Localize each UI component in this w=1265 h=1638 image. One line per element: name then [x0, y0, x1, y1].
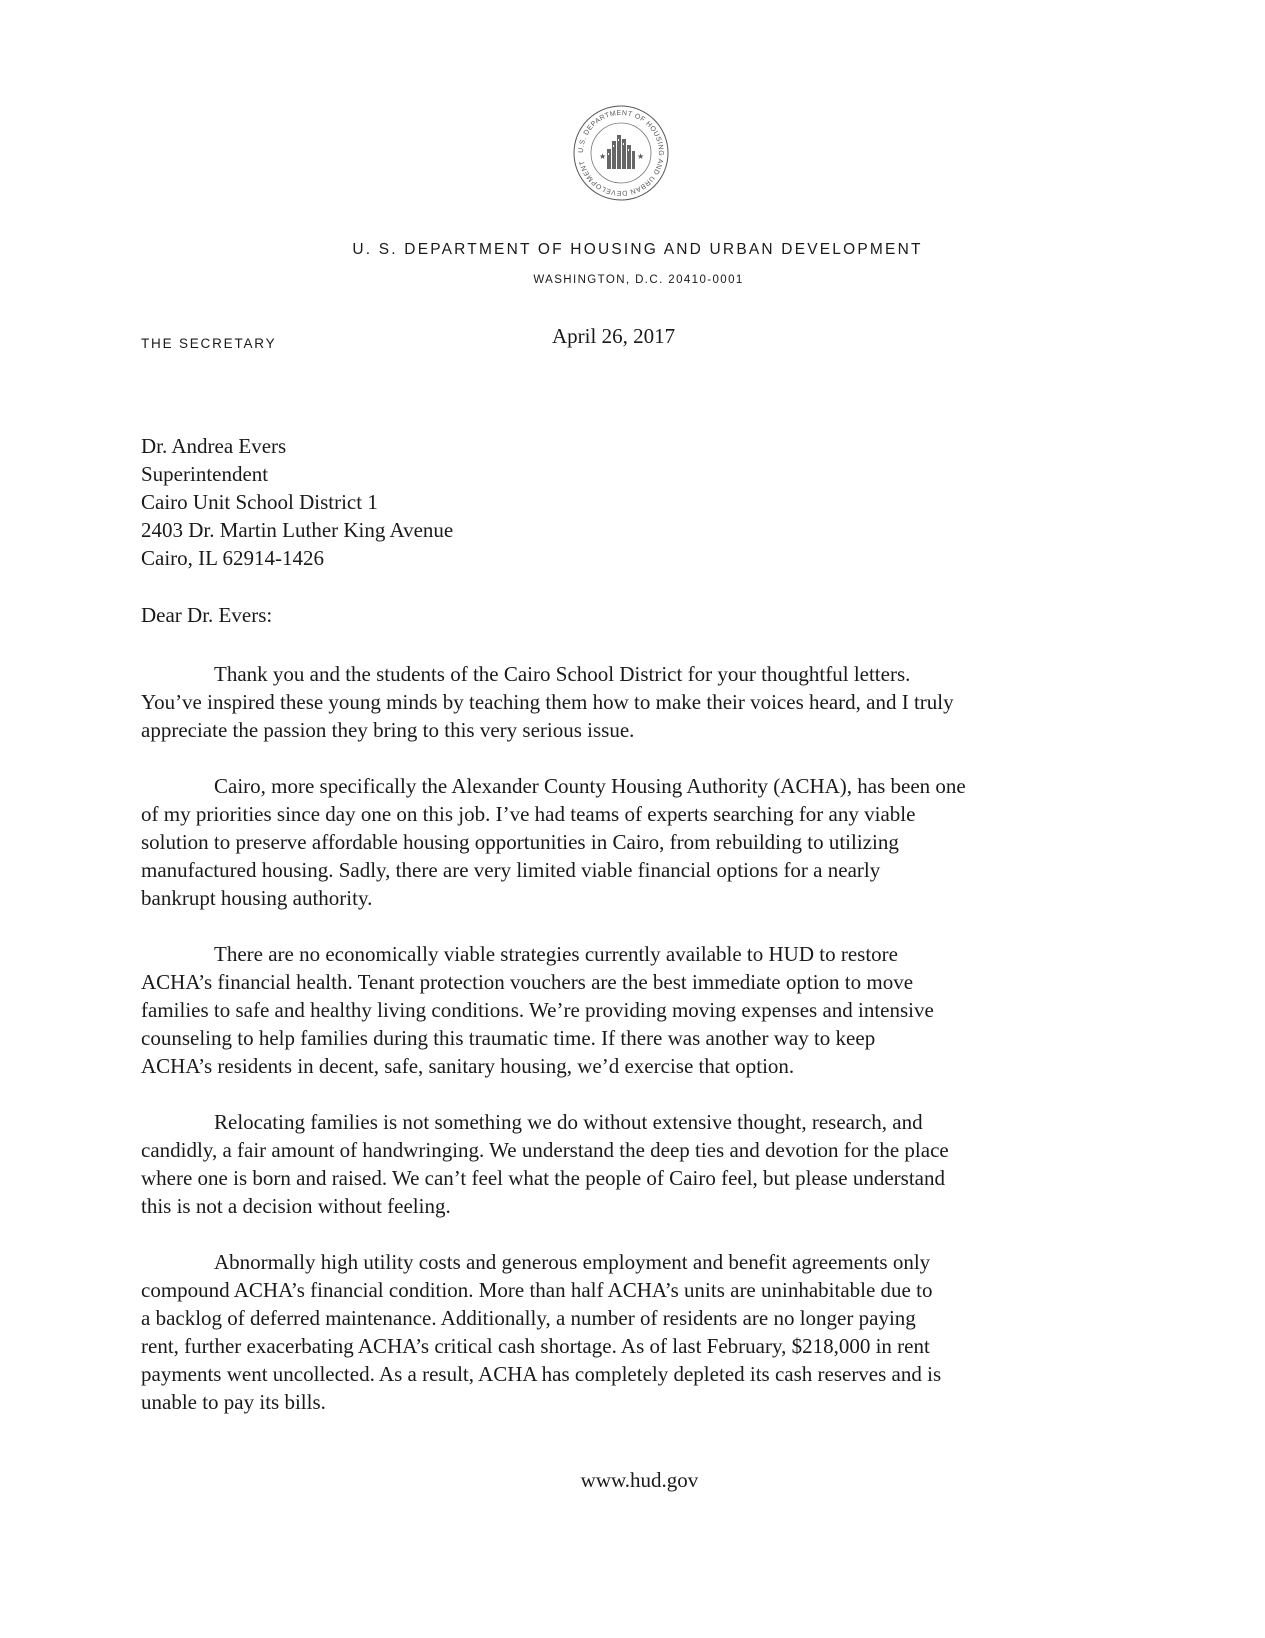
- paragraph-line: unable to pay its bills.: [141, 1390, 326, 1414]
- paragraph-line: Cairo, more specifically the Alexander County Housing Authority (ACHA), has been one: [214, 774, 966, 798]
- footer-website[interactable]: www.hud.gov: [580, 1468, 699, 1492]
- paragraph-line: ACHA’s residents in decent, safe, sanitary housing, we’d exercise that option.: [141, 1054, 795, 1078]
- recipient-name: Dr. Andrea Evers: [141, 434, 287, 458]
- paragraph-line: rent, further exacerbating ACHA’s critical cash shortage. As of last February, $218,000 in rent: [141, 1334, 930, 1358]
- paragraph-line: families to safe and healthy living conditions. We’re providing moving expenses and intensive: [141, 998, 934, 1022]
- recipient-title: Superintendent: [141, 462, 269, 486]
- paragraph-line: You’ve inspired these young minds by teaching them how to make their voices heard, and I truly: [141, 690, 954, 714]
- paragraph-line: compound ACHA’s financial condition. More than half ACHA’s units are uninhabitable due to: [141, 1278, 933, 1302]
- agency-name: U. S. DEPARTMENT OF HOUSING AND URBAN DEVELOPMENT: [352, 241, 923, 258]
- svg-text:★: ★: [599, 152, 607, 161]
- paragraph: [141, 1248, 1101, 1416]
- letter-date: April 26, 2017: [552, 324, 676, 348]
- paragraph-line: manufactured housing. Sadly, there are very limited viable financial options for a nearly: [141, 858, 881, 882]
- office-title: THE SECRETARY: [141, 336, 277, 351]
- recipient-street: 2403 Dr. Martin Luther King Avenue: [141, 518, 454, 542]
- paragraph-line: bankrupt housing authority.: [141, 886, 373, 910]
- paragraph-line: appreciate the passion they bring to this very serious issue.: [141, 718, 635, 742]
- salutation: Dear Dr. Evers:: [141, 603, 273, 627]
- paragraph: [141, 1108, 1101, 1220]
- paragraph: [141, 772, 1101, 912]
- paragraph-line: There are no economically viable strategies currently available to HUD to restore: [214, 942, 898, 966]
- paragraph-line: counseling to help families during this traumatic time. If there was another way to keep: [141, 1026, 876, 1050]
- recipient-address: [141, 432, 453, 572]
- paragraph-line: ACHA’s financial health. Tenant protection vouchers are the best immediate option to move: [141, 970, 914, 994]
- paragraph-line: this is not a decision without feeling.: [141, 1194, 451, 1218]
- agency-address: WASHINGTON, D.C. 20410-0001: [533, 274, 744, 286]
- recipient-organization: Cairo Unit School District 1: [141, 490, 378, 514]
- svg-text:★: ★: [637, 152, 645, 161]
- hud-seal-logo: [571, 103, 671, 203]
- paragraph-line: of my priorities since day one on this job. I’ve had teams of experts searching for any viable: [141, 802, 916, 826]
- paragraph-line: Thank you and the students of the Cairo School District for your thoughtful letters.: [214, 662, 911, 686]
- paragraph-line: solution to preserve affordable housing opportunities in Cairo, from rebuilding to utilizing: [141, 830, 899, 854]
- paragraph-line: a backlog of deferred maintenance. Additionally, a number of residents are no longer paying: [141, 1306, 916, 1330]
- recipient-city: Cairo, IL 62914-1426: [141, 546, 324, 570]
- paragraph-line: candidly, a fair amount of handwringing. We understand the deep ties and devotion for the place: [141, 1138, 949, 1162]
- paragraph: [141, 940, 1101, 1080]
- paragraph: [141, 660, 1101, 744]
- paragraph-line: Abnormally high utility costs and generous employment and benefit agreements only: [214, 1250, 931, 1274]
- paragraph-line: where one is born and raised. We can’t feel what the people of Cairo feel, but please understand: [141, 1166, 945, 1190]
- paragraph-line: payments went uncollected. As a result, ACHA has completely depleted its cash reserves and is: [141, 1362, 942, 1386]
- seal-text: U.S. DEPARTMENT OF HOUSING AND URBAN DEVELOPMENT: [577, 109, 665, 197]
- paragraph-line: Relocating families is not something we do without extensive thought, research, and: [214, 1110, 923, 1134]
- letter-body: [141, 660, 1101, 1444]
